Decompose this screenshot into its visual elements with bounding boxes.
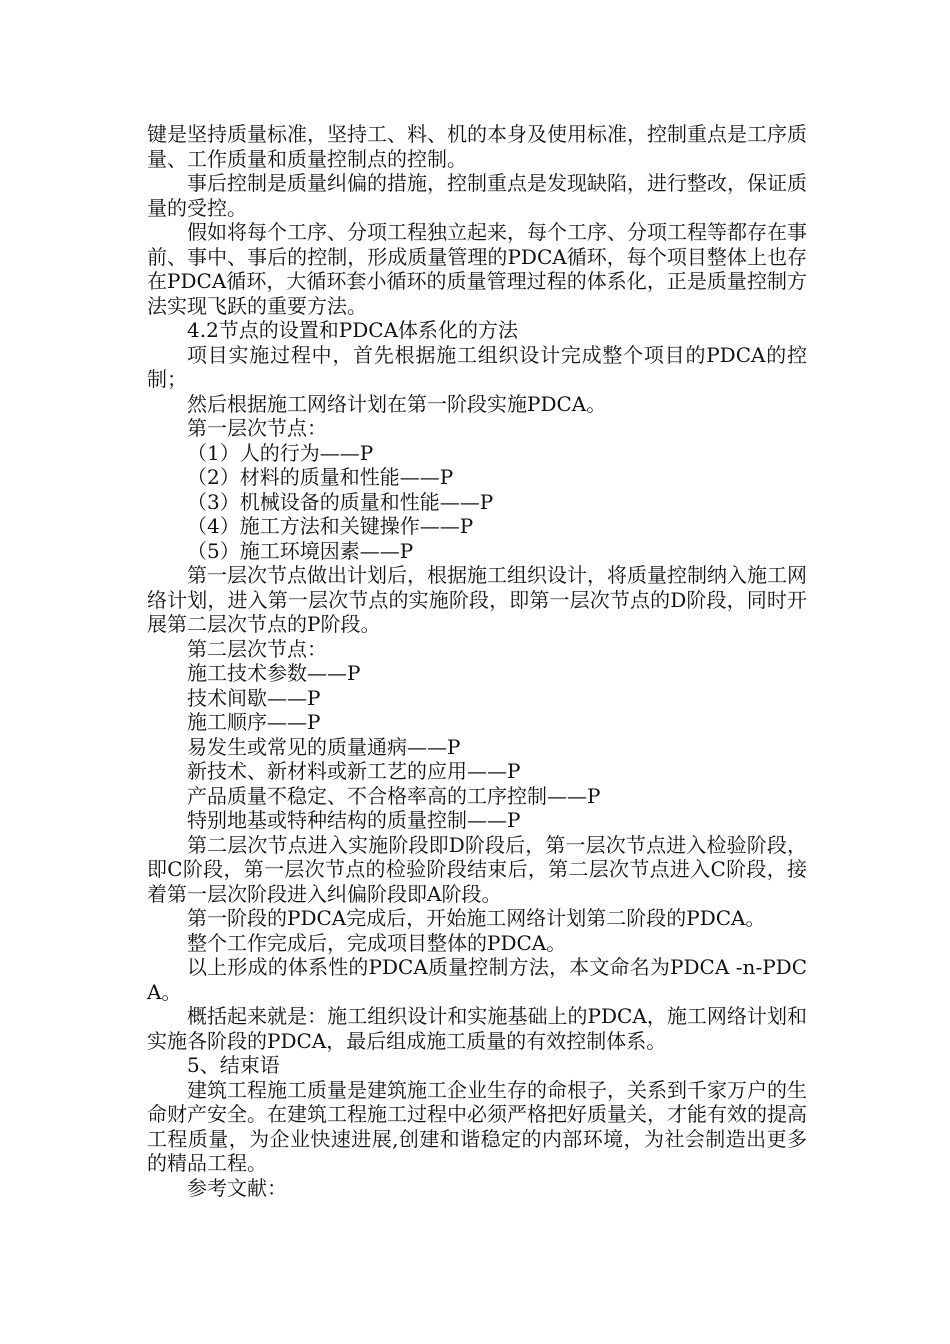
list-item: 技术间歇——P	[187, 685, 321, 710]
list-item: 产品质量不稳定、不合格率高的工序控制——P	[187, 783, 601, 808]
paragraph: 第一层次节点：	[187, 416, 327, 440]
list-item: 特别地基或特种结构的质量控制——P	[187, 808, 521, 832]
list-item: （2）材料的质量和性能——P	[187, 465, 454, 489]
list-item: 新技术、新材料或新工艺的应用——P	[187, 759, 521, 783]
paragraph: 以上形成的体系性的PDCA质量控制方法，本文命名为PDCA -n-PDCA。	[147, 955, 807, 1004]
list-item: 施工顺序——P	[187, 710, 321, 734]
paragraph: 项目实施过程中，首先根据施工组织设计完成整个项目的PDCA的控制；	[147, 342, 807, 391]
paragraph: 5、结束语	[187, 1053, 280, 1077]
list-item: （3）机械设备的质量和性能——P	[187, 489, 494, 514]
paragraph: 建筑工程施工质量是建筑施工企业生存的命根子，关系到千家万户的生命财产安全。在建筑工程施工过程中必须严格把好质量关，才能有效的提高工程质量，为企业快速进展,创建和谐稳定的内部环境，为社会制造出更多的精品工程。	[147, 1077, 807, 1175]
list-item: （5）施工环境因素——P	[187, 538, 414, 563]
paragraph: 键是坚持质量标准，坚持工、料、机的本身及使用标准，控制重点是工序质量、工作质量和质量控制点的控制。	[147, 122, 807, 171]
list-item: （4）施工方法和关键操作——P	[187, 514, 474, 538]
paragraph: 然后根据施工网络计划在第一阶段实施PDCA。	[187, 391, 607, 416]
paragraph: 整个工作完成后，完成项目整体的PDCA。	[187, 930, 567, 955]
paragraph: 第二层次节点：	[187, 636, 327, 661]
paragraph: 概括起来就是：施工组织设计和实施基础上的PDCA，施工网络计划和实施各阶段的PDCA，最后组成施工质量的有效控制体系。	[147, 1004, 807, 1053]
paragraph: 第二层次节点进入实施阶段即D阶段后，第一层次节点进入检验阶段，即C阶段，第一层次节点的检验阶段结束后，第二层次节点进入C阶段，接着第一层次阶段进入纠偏阶段即A阶段。	[147, 832, 807, 906]
paragraph: 4.2节点的设置和PDCA体系化的方法	[187, 318, 519, 342]
document-body	[147, 122, 807, 1200]
paragraph: 第一阶段的PDCA完成后，开始施工网络计划第二阶段的PDCA。	[187, 906, 766, 930]
list-item: 易发生或常见的质量通病——P	[187, 734, 461, 759]
list-item: （1）人的行为——P	[187, 440, 374, 465]
paragraph: 第一层次节点做出计划后，根据施工组织设计，将质量控制纳入施工网络计划，进入第一层次节点的实施阶段，即第一层次节点的D阶段，同时开展第二层次节点的P阶段。	[147, 563, 807, 636]
paragraph: 假如将每个工序、分项工程独立起来，每个工序、分项工程等都存在事前、事中、事后的控制，形成质量管理的PDCA循环，每个项目整体上也存在PDCA循环，大循环套小循环的质量管理过程的体系化，正是质量控制方法实现飞跃的重要方法。	[147, 220, 807, 318]
paragraph: 事后控制是质量纠偏的措施，控制重点是发现缺陷，进行整改，保证质量的受控。	[147, 171, 807, 220]
list-item: 施工技术参数——P	[187, 661, 361, 685]
paragraph: 参考文献：	[187, 1175, 287, 1200]
